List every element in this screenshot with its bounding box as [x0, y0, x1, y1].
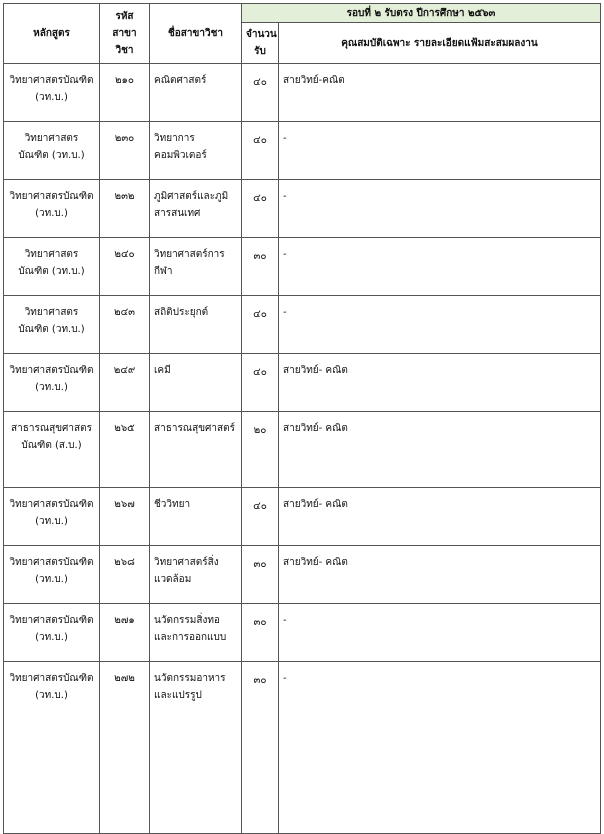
qualification-cell: -	[279, 238, 601, 296]
table-row	[4, 662, 601, 834]
header-major-name: ชื่อสาขาวิชา	[150, 4, 242, 64]
qualification-cell: -	[279, 296, 601, 354]
name-cell: นวัตกรรมสิ่งทอและการออกแบบ	[150, 604, 242, 662]
name-cell: วิทยาการคอมพิวเตอร์	[150, 122, 242, 180]
code-cell: ๒๓๐	[100, 122, 150, 180]
name-cell: นวัตกรรมอาหารและแปรรูป	[150, 662, 242, 834]
table-row	[4, 180, 601, 238]
seats-cell: ๔๐	[242, 354, 279, 412]
qualification-cell: -	[279, 604, 601, 662]
admission-table	[3, 3, 601, 834]
seats-cell: ๒๐	[242, 412, 279, 488]
seats-cell: ๓๐	[242, 546, 279, 604]
code-cell: ๒๔๓	[100, 296, 150, 354]
table-row	[4, 64, 601, 122]
code-cell: ๒๖๘	[100, 546, 150, 604]
seats-cell: ๔๐	[242, 488, 279, 546]
seats-cell: ๔๐	[242, 64, 279, 122]
code-cell: ๒๑๐	[100, 64, 150, 122]
program-cell: วิทยาศาสตรบัณฑิต (วท.บ.)	[4, 662, 100, 834]
program-cell: วิทยาศาสตรบัณฑิต (วท.บ.)	[4, 488, 100, 546]
qualification-cell: สายวิทย์- คณิต	[279, 412, 601, 488]
table-row	[4, 296, 601, 354]
program-cell: วิทยาศาสตรบัณฑิต (วท.บ.)	[4, 64, 100, 122]
seats-cell: ๓๐	[242, 238, 279, 296]
qualification-cell: สายวิทย์- คณิต	[279, 488, 601, 546]
header-program: หลักสูตร	[4, 4, 100, 64]
seats-cell: ๓๐	[242, 662, 279, 834]
code-cell: ๒๗๑	[100, 604, 150, 662]
qualification-cell: สายวิทย์- คณิต	[279, 546, 601, 604]
table-row	[4, 238, 601, 296]
table-row	[4, 604, 601, 662]
name-cell: วิทยาศาสตร์การกีฬา	[150, 238, 242, 296]
program-cell: วิทยาศาสตรบัณฑิต (วท.บ.)	[4, 546, 100, 604]
name-cell: ชีววิทยา	[150, 488, 242, 546]
qualification-cell: -	[279, 180, 601, 238]
name-cell: สถิติประยุกต์	[150, 296, 242, 354]
table-row	[4, 122, 601, 180]
qualification-cell: สายวิทย์- คณิต	[279, 354, 601, 412]
program-cell: วิทยาศาสตร บัณฑิต (วท.บ.)	[4, 296, 100, 354]
code-cell: ๒๔๐	[100, 238, 150, 296]
table-row	[4, 354, 601, 412]
name-cell: เคมี	[150, 354, 242, 412]
code-cell: ๒๗๒	[100, 662, 150, 834]
name-cell: ภูมิศาสตร์และภูมิสารสนเทศ	[150, 180, 242, 238]
table-row	[4, 488, 601, 546]
qualification-cell: สายวิทย์-คณิต	[279, 64, 601, 122]
program-cell: วิทยาศาสตร บัณฑิต (วท.บ.)	[4, 238, 100, 296]
program-cell: สาธารณสุขศาสตร บัณฑิต (ส.บ.)	[4, 412, 100, 488]
table-body	[4, 64, 601, 834]
code-cell: ๒๖๕	[100, 412, 150, 488]
header-major-code: รหัสสาขาวิชา	[100, 4, 150, 64]
header-seats: จำนวนรับ	[242, 23, 279, 64]
seats-cell: ๓๐	[242, 604, 279, 662]
qualification-cell: -	[279, 122, 601, 180]
name-cell: สาธารณสุขศาสตร์	[150, 412, 242, 488]
program-cell: วิทยาศาสตรบัณฑิต (วท.บ.)	[4, 354, 100, 412]
program-cell: วิทยาศาสตรบัณฑิต (วท.บ.)	[4, 180, 100, 238]
table-header	[4, 4, 601, 64]
code-cell: ๒๖๗	[100, 488, 150, 546]
table-row	[4, 546, 601, 604]
code-cell: ๒๓๒	[100, 180, 150, 238]
code-cell: ๒๔๙	[100, 354, 150, 412]
qualification-cell: -	[279, 662, 601, 834]
table-row	[4, 412, 601, 488]
seats-cell: ๔๐	[242, 180, 279, 238]
program-cell: วิทยาศาสตร บัณฑิต (วท.บ.)	[4, 122, 100, 180]
header-qualifications: คุณสมบัติเฉพาะ รายละเอียดแฟ้มสะสมผลงาน	[279, 23, 601, 64]
name-cell: คณิตศาสตร์	[150, 64, 242, 122]
header-round: รอบที่ ๒ รับตรง ปีการศึกษา ๒๕๖๓	[242, 4, 601, 23]
seats-cell: ๔๐	[242, 296, 279, 354]
program-cell: วิทยาศาสตรบัณฑิต (วท.บ.)	[4, 604, 100, 662]
name-cell: วิทยาศาสตร์สิ่งแวดล้อม	[150, 546, 242, 604]
seats-cell: ๔๐	[242, 122, 279, 180]
